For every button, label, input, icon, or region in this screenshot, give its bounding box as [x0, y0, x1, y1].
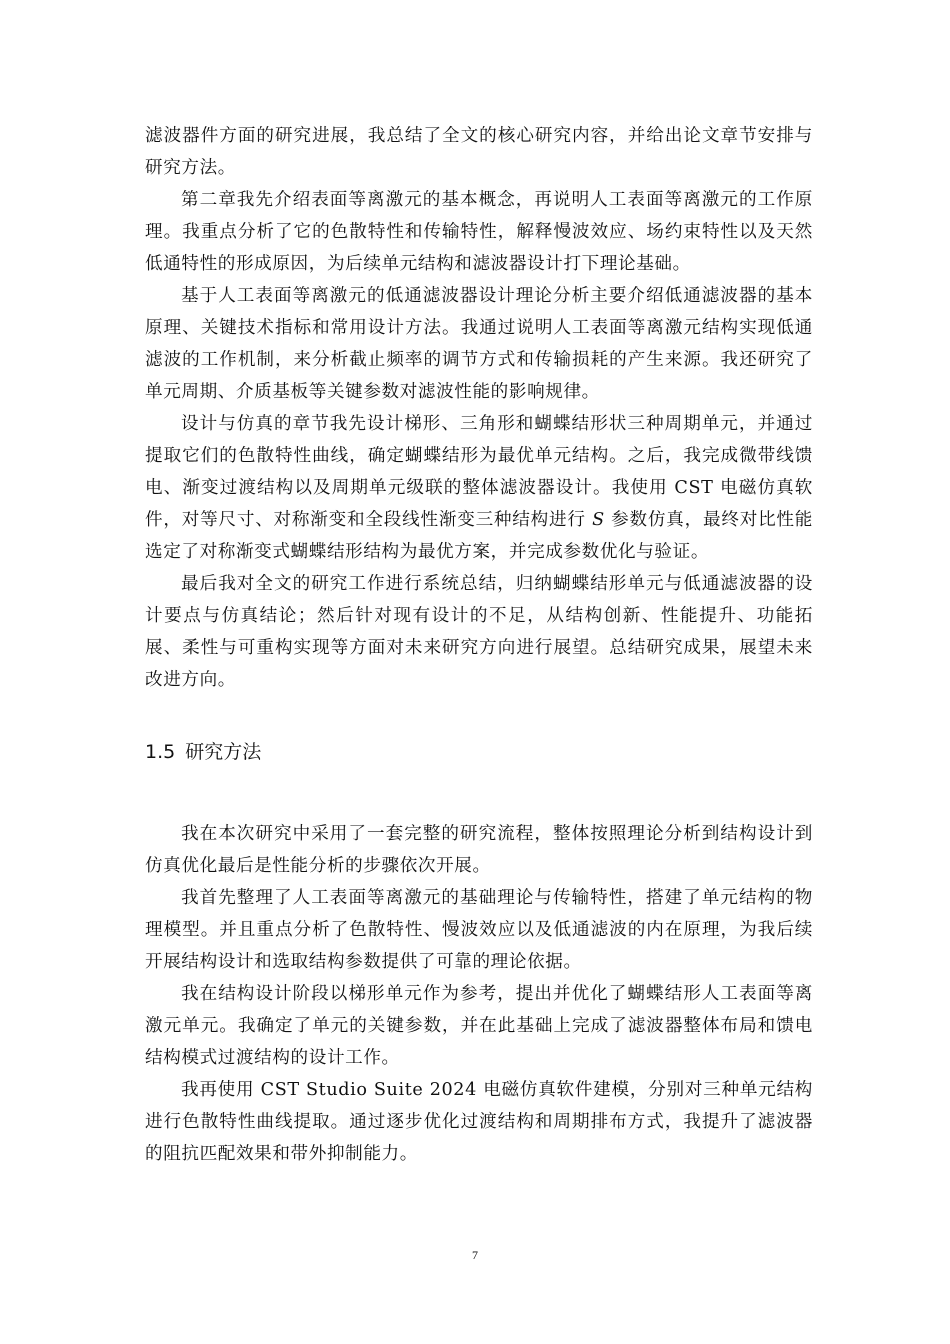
section-heading	[145, 738, 813, 766]
paragraph-continued: 滤波器件方面的研究进展，我总结了全文的核心研究内容，并给出论文章节安排与研究方法。	[145, 126, 813, 178]
design-text-after: 参数仿真，最终对比性能选定了对称渐变式蝴蝶结形结构为最优方案，并完成参数优化与验证。	[145, 510, 813, 562]
paragraph-method-structure: 我在结构设计阶段以梯形单元作为参考，提出并优化了蝴蝶结形人工表面等离激元单元。我确定了单元的关键参数，并在此基础上完成了滤波器整体布局和馈电结构模式过渡结构的设计工作。	[145, 984, 813, 1068]
s-parameter-symbol: S	[592, 510, 605, 530]
paragraph-method-simulation: 我再使用 CST Studio Suite 2024 电磁仿真软件建模，分别对三种单元结构进行色散特性曲线提取。通过逐步优化过渡结构和周期排布方式，我提升了滤波器的阻抗匹配效果和带外抑制能力。	[145, 1080, 813, 1164]
design-text-before: 设计与仿真的章节我先设计梯形、三角形和蝴蝶结形状三种周期单元，并通过提取它们的色散特性曲线，确定蝴蝶结形为最优单元结构。之后，我完成微带线馈电、渐变过渡结构以及周期单元级联的整体滤波器设计。我使用 CST 电磁仿真软件，对等尺寸、对称渐变和全段线性渐变三种结构进行	[145, 414, 813, 530]
paragraph-chapter-two: 第二章我先介绍表面等离激元的基本概念，再说明人工表面等离激元的工作原理。我重点分析了它的色散特性和传输特性，解释慢波效应、场约束特性以及天然低通特性的形成原因，为后续单元结构和滤波器设计打下理论基础。	[145, 190, 813, 274]
paragraph-method-theory: 我首先整理了人工表面等离激元的基础理论与传输特性，搭建了单元结构的物理模型。并且重点分析了色散特性、慢波效应以及低通滤波的内在原理，为我后续开展结构设计和选取结构参数提供了可靠的理论依据。	[145, 888, 813, 972]
paragraph-summary: 最后我对全文的研究工作进行系统总结，归纳蝴蝶结形单元与低通滤波器的设计要点与仿真结论；然后针对现有设计的不足，从结构创新、性能提升、功能拓展、柔性与可重构实现等方面对未来研究方向进行展望。总结研究成果，展望未来改进方向。	[145, 574, 813, 690]
paragraph-theory-analysis: 基于人工表面等离激元的低通滤波器设计理论分析主要介绍低通滤波器的基本原理、关键技术指标和常用设计方法。我通过说明人工表面等离激元结构实现低通滤波的工作机制，来分析截止频率的调节方式和传输损耗的产生来源。我还研究了单元周期、介质基板等关键参数对滤波性能的影响规律。	[145, 286, 813, 402]
paragraph-design-simulation	[145, 408, 813, 568]
section-number: 1.5	[145, 741, 176, 763]
page-number: 7	[472, 1248, 478, 1262]
paragraph-method-overview: 我在本次研究中采用了一套完整的研究流程，整体按照理论分析到结构设计到仿真优化最后是性能分析的步骤依次开展。	[145, 824, 813, 876]
page-content	[145, 120, 813, 1170]
section-title: 研究方法	[185, 741, 262, 763]
